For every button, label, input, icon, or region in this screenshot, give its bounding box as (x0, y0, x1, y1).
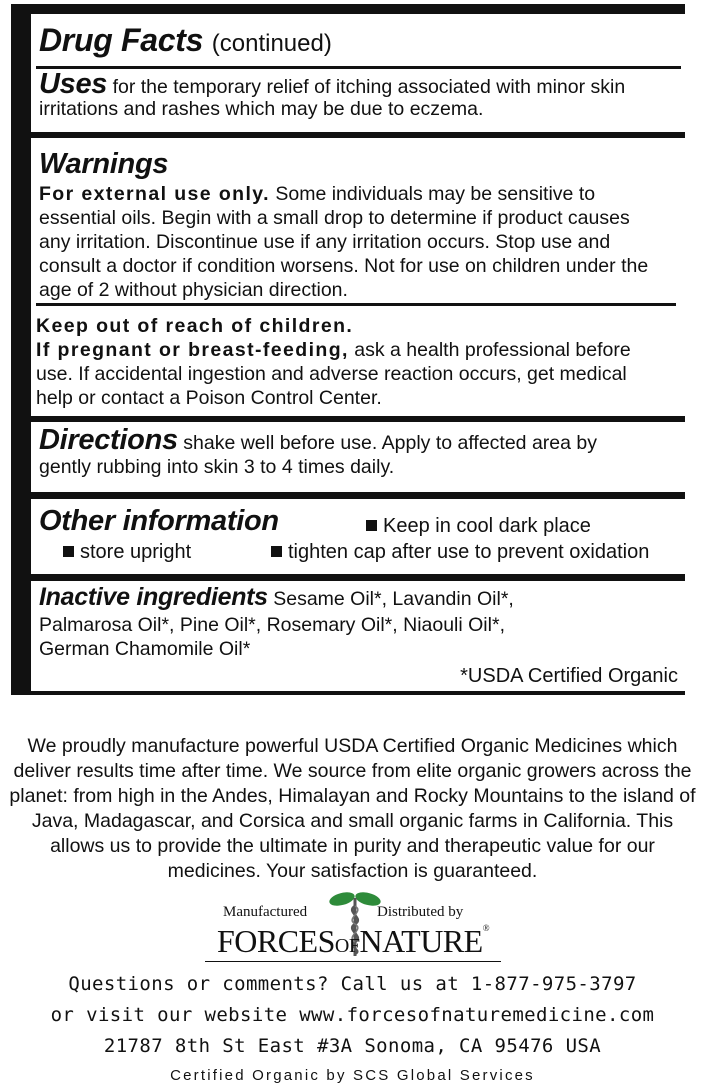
bullet-square-icon (63, 546, 74, 557)
drug-facts-title: Drug Facts (continued) (39, 22, 332, 58)
uses-section (31, 14, 686, 132)
uses-text: Uses for the temporary relief of itching associated with minor skin irritations and rashes which may be due to eczema. (39, 68, 626, 120)
warnings-section (31, 138, 686, 416)
warnings-text: For external use only. Some individuals may be sensitive to essential oils. Begin with a small drop to determine if product causes any irritation. Discontinue use if any irritation occurs. Stop use and consult a doctor if condition worsens. Not for use on children under the age of 2 without physician direction. (39, 183, 649, 301)
address-line: 21787 8th St East #3A Sonoma, CA 95476 USA (103, 1035, 602, 1057)
manufactured-label: Manufactured (223, 904, 308, 920)
directions-heading: Directions (39, 424, 178, 456)
website-line: or visit our website www.forcesofnaturemedicine.com (50, 1004, 655, 1026)
logo-underline (205, 961, 501, 962)
warnings-heading: Warnings (39, 148, 169, 180)
other-information-section (31, 499, 686, 574)
brand-name: FORCESOFNATURE® (216, 923, 490, 959)
distributed-label: Distributed by (377, 904, 464, 920)
uses-heading: Uses (39, 68, 108, 100)
directions-text: Directions shake well before use. Apply to affected area by gently rubbing into skin 3 to 4 times daily. (39, 424, 597, 478)
drug-facts-panel (11, 4, 685, 695)
continued-label: (continued) (211, 30, 332, 57)
other-information-heading: Other information (39, 505, 279, 537)
usda-footnote: *USDA Certified Organic (460, 665, 678, 687)
certification-line: Certified Organic by SCS Global Services (170, 1067, 535, 1084)
bullet-square-icon (366, 520, 377, 531)
other-info-item: store upright (63, 541, 191, 564)
inactive-ingredients-text: Inactive ingredients Sesame Oil*, Lavandin Oil*, Palmarosa Oil*, Pine Oil*, Rosemary Oil*, Niaouli Oil*, German Chamomile Oil* (39, 583, 514, 660)
directions-section (31, 422, 686, 492)
phone-line: Questions or comments? Call us at 1-877-975-3797 (68, 973, 637, 995)
other-info-item: Keep in cool dark place (366, 515, 591, 538)
bullet-square-icon (271, 546, 282, 557)
keep-out-label: Keep out of reach of children. (36, 315, 354, 337)
warnings-divider (36, 303, 676, 306)
other-info-item: tighten cap after use to prevent oxidation (271, 541, 649, 564)
pregnant-label: If pregnant or breast-feeding, (36, 339, 349, 361)
keep-out-text: Keep out of reach of children. If pregnant or breast-feeding, ask a health professional before use. If accidental ingestion and adverse reaction occurs, get medical help or contact a Poison Control Center. (36, 315, 631, 409)
inactive-ingredients-section (31, 581, 686, 691)
title-divider (36, 66, 681, 69)
external-use-label: For external use only. (39, 183, 270, 205)
promo-paragraph: We proudly manufacture powerful USDA Certified Organic Medicines which deliver results time after time. We source from elite organic growers across the planet: from high in the Andes, Himalayan and Rocky Mountains to the island of Java, Madagascar, and Corsica and small organic farms in California. This allows us to provide the ultimate in purity and therapeutic value for our medicines. Your satisfaction is guaranteed. (9, 735, 696, 882)
inactive-ingredients-heading: Inactive ingredients (39, 583, 268, 611)
brand-logo (205, 890, 505, 962)
